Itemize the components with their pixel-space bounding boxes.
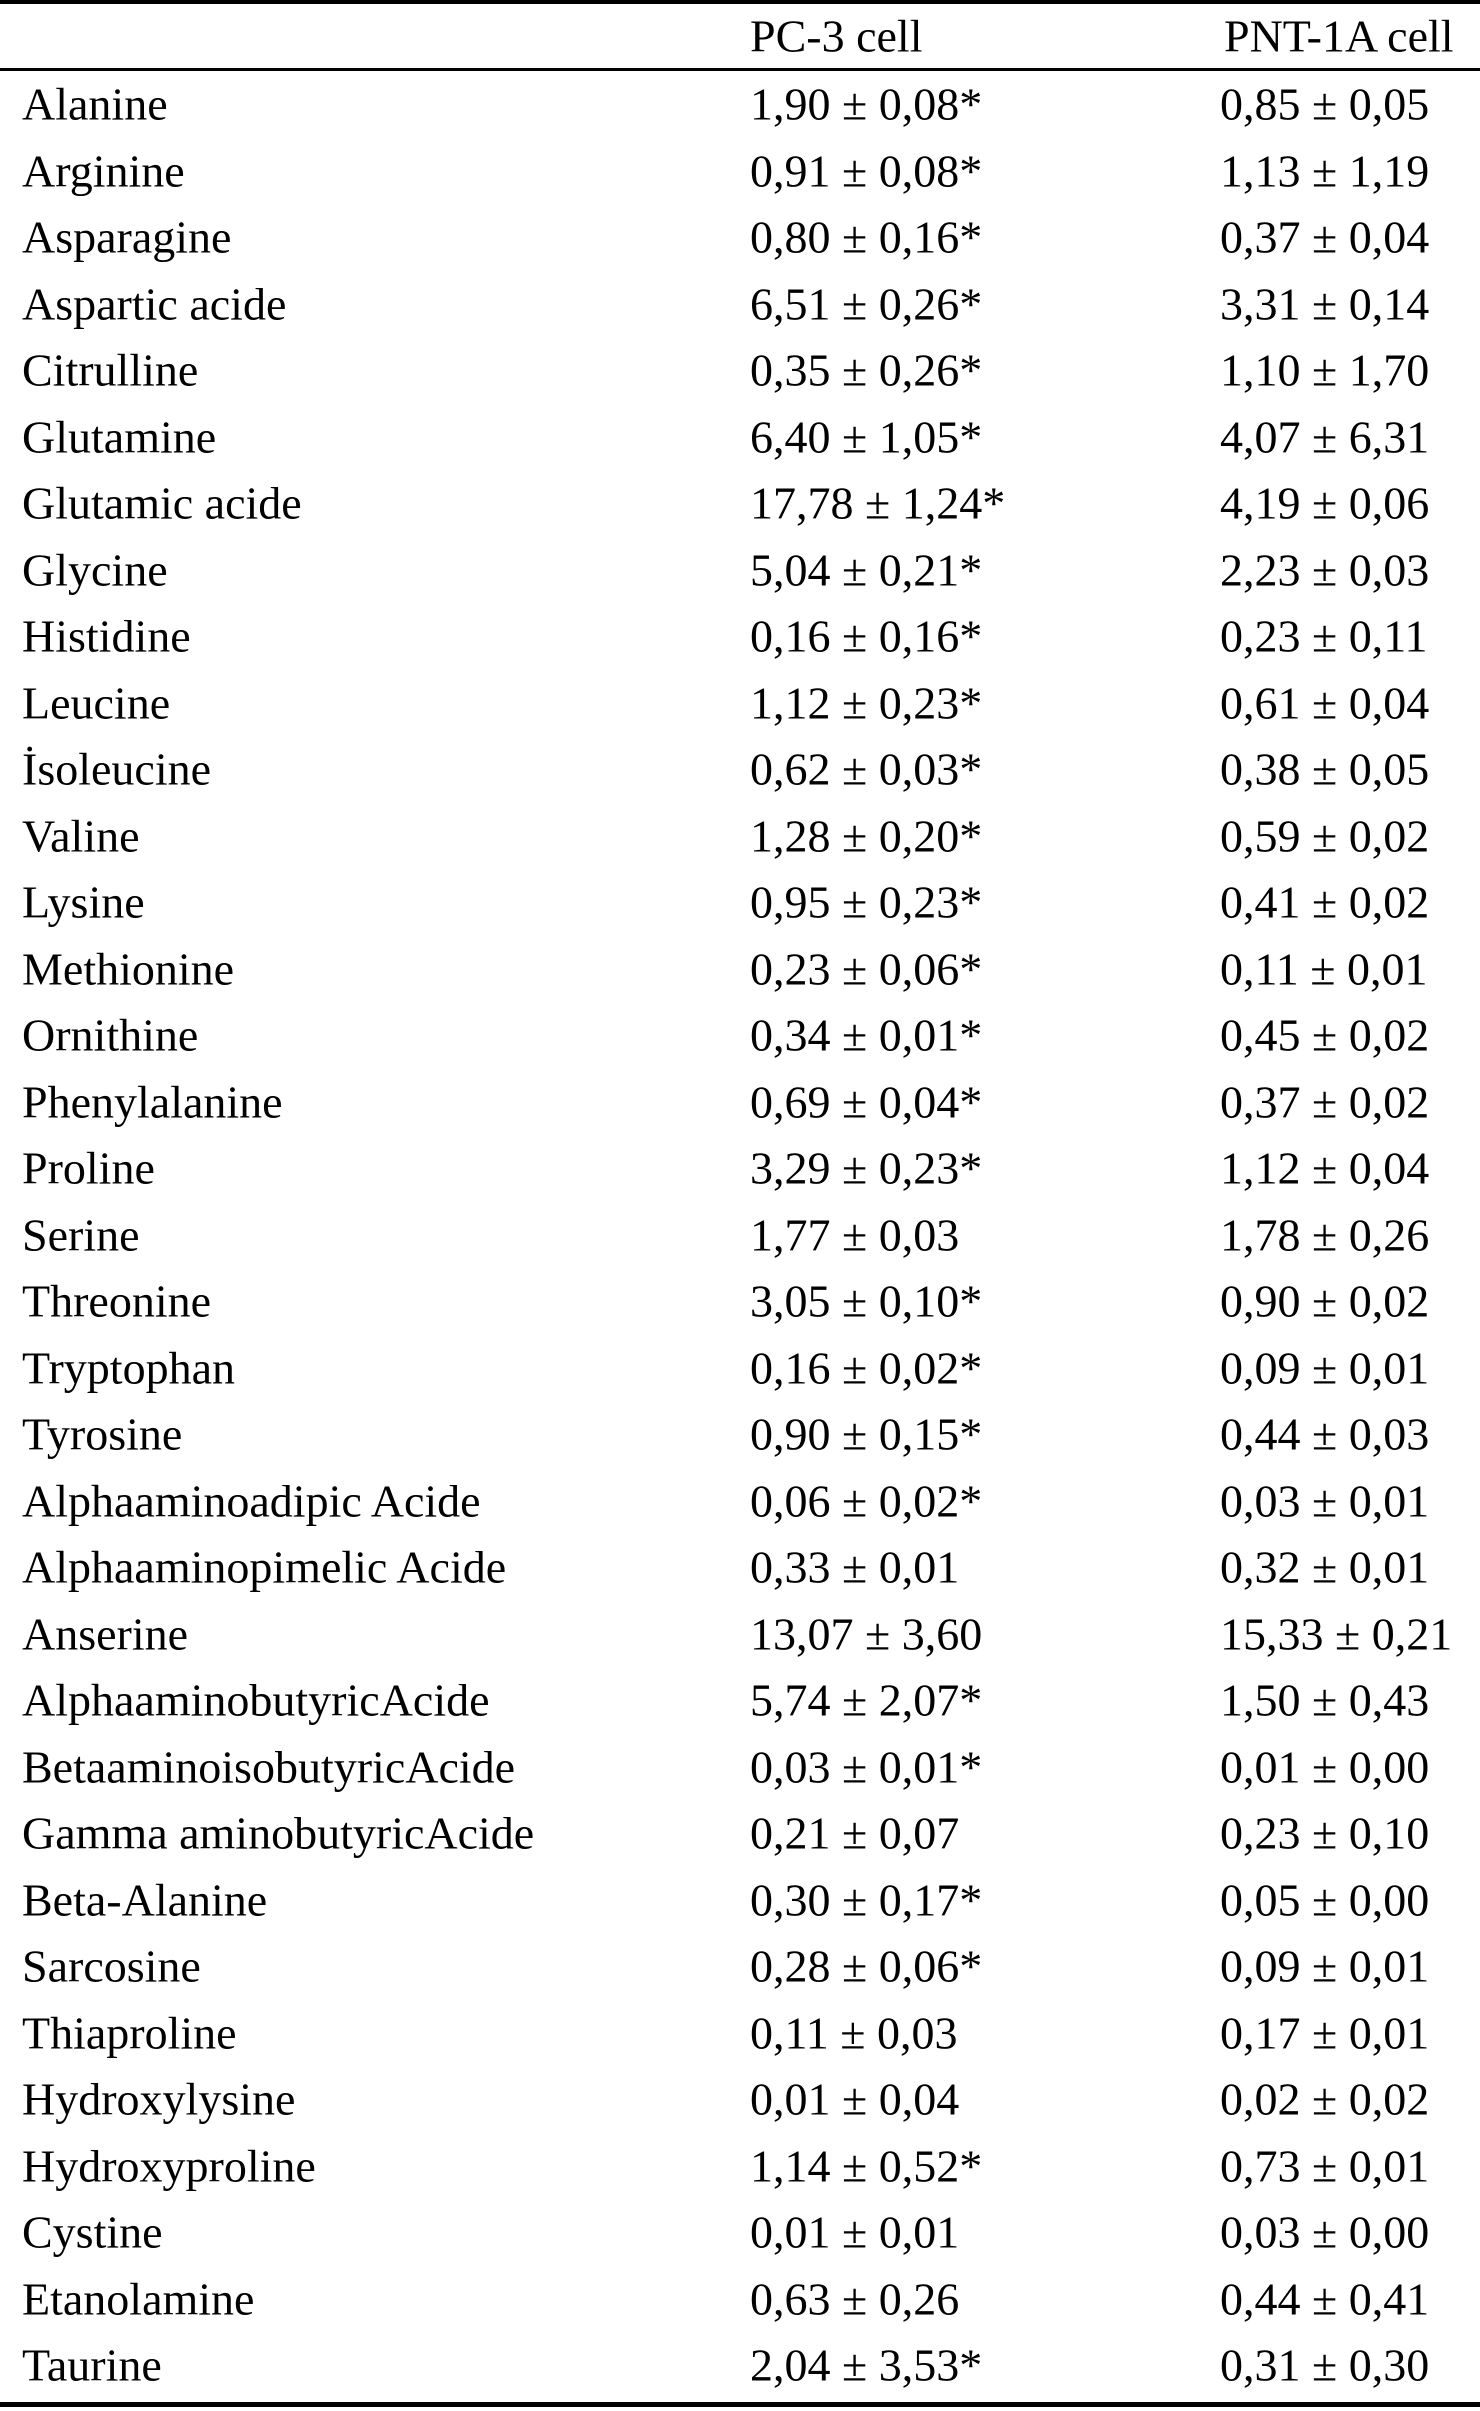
pnt1a-value: 0,01 ± 0,00 — [1220, 1741, 1430, 1793]
pnt1a-value: 0,32 ± 0,01 — [1220, 1541, 1430, 1593]
table-row — [0, 1002, 1480, 1069]
table-row — [0, 670, 1480, 737]
amino-acid-name: Anserine — [22, 1608, 189, 1660]
pc3-value: 0,91 ± 0,08* — [750, 145, 983, 197]
pnt1a-value: 0,17 ± 0,01 — [1220, 2007, 1430, 2059]
pc3-value: 0,16 ± 0,16* — [750, 610, 983, 662]
table-row — [0, 2332, 1480, 2399]
pnt1a-value: 1,13 ± 1,19 — [1220, 145, 1430, 197]
pc3-value: 0,11 ± 0,03 — [750, 2007, 958, 2059]
pc3-value: 6,40 ± 1,05* — [750, 411, 983, 463]
pc3-value: 0,30 ± 0,17* — [750, 1874, 983, 1926]
pc3-value: 0,34 ± 0,01* — [750, 1009, 983, 1061]
pnt1a-value: 0,11 ± 0,01 — [1220, 943, 1428, 995]
table-row — [0, 1069, 1480, 1136]
pnt1a-value: 0,02 ± 0,02 — [1220, 2073, 1430, 2125]
table-row — [0, 2199, 1480, 2266]
table-row — [0, 2066, 1480, 2133]
amino-acid-name: Glutamic acide — [22, 477, 302, 529]
table-body — [0, 71, 1480, 2399]
table-row — [0, 404, 1480, 471]
amino-acid-name: Gamma aminobutyricAcide — [22, 1807, 535, 1859]
table-row — [0, 1734, 1480, 1801]
pnt1a-value: 0,37 ± 0,04 — [1220, 211, 1430, 263]
table-bottom-border — [0, 2402, 1480, 2407]
amino-acid-name: Lysine — [22, 876, 145, 928]
amino-acid-name: Methionine — [22, 943, 235, 995]
pnt1a-value: 0,03 ± 0,01 — [1220, 1475, 1430, 1527]
pc3-value: 13,07 ± 3,60 — [750, 1608, 983, 1660]
amino-acid-name: Threonine — [22, 1275, 212, 1327]
amino-acid-name: Etanolamine — [22, 2273, 255, 2325]
pnt1a-value: 1,10 ± 1,70 — [1220, 344, 1430, 396]
amino-acid-name: Sarcosine — [22, 1940, 201, 1992]
table-row — [0, 1800, 1480, 1867]
table-row — [0, 1202, 1480, 1269]
pnt1a-value: 2,23 ± 0,03 — [1220, 544, 1430, 596]
amino-acid-name: Beta-Alanine — [22, 1874, 268, 1926]
pc3-value: 0,23 ± 0,06* — [750, 943, 983, 995]
table-row — [0, 1468, 1480, 1535]
pc3-value: 0,69 ± 0,04* — [750, 1076, 983, 1128]
amino-acid-name: Phenylalanine — [22, 1076, 283, 1128]
table-row — [0, 2000, 1480, 2067]
amino-acid-name: Histidine — [22, 610, 191, 662]
header-pc3-cell: PC-3 cell — [750, 10, 923, 62]
table-row — [0, 803, 1480, 870]
amino-acid-name: Leucine — [22, 677, 171, 729]
pnt1a-value: 0,09 ± 0,01 — [1220, 1940, 1430, 1992]
amino-acid-name: İsoleucine — [22, 743, 212, 795]
pnt1a-value: 3,31 ± 0,14 — [1220, 278, 1430, 330]
pc3-value: 0,35 ± 0,26* — [750, 344, 983, 396]
pnt1a-value: 0,03 ± 0,00 — [1220, 2206, 1430, 2258]
amino-acid-name: Thiaproline — [22, 2007, 237, 2059]
pc3-value: 0,33 ± 0,01 — [750, 1541, 960, 1593]
table-row — [0, 470, 1480, 537]
table-row — [0, 1933, 1480, 2000]
table-row — [0, 204, 1480, 271]
pnt1a-value: 0,59 ± 0,02 — [1220, 810, 1430, 862]
pnt1a-value: 0,73 ± 0,01 — [1220, 2140, 1430, 2192]
pc3-value: 0,01 ± 0,01 — [750, 2206, 960, 2258]
table-row — [0, 1534, 1480, 1601]
amino-acid-name: Tyrosine — [22, 1408, 183, 1460]
amino-acid-name: Proline — [22, 1142, 155, 1194]
pnt1a-value: 1,78 ± 0,26 — [1220, 1209, 1430, 1261]
amino-acid-name: Glycine — [22, 544, 168, 596]
pc3-value: 5,04 ± 0,21* — [750, 544, 983, 596]
pnt1a-value: 0,85 ± 0,05 — [1220, 78, 1430, 130]
table-row — [0, 138, 1480, 205]
amino-acid-name: Ornithine — [22, 1009, 199, 1061]
amino-acid-name: Alphaaminoadipic Acide — [22, 1475, 481, 1527]
amino-acid-name: Hydroxyproline — [22, 2140, 316, 2192]
amino-acid-name: Tryptophan — [22, 1342, 235, 1394]
pc3-value: 0,03 ± 0,01* — [750, 1741, 983, 1793]
amino-acid-name: Hydroxylysine — [22, 2073, 296, 2125]
pnt1a-value: 0,38 ± 0,05 — [1220, 743, 1430, 795]
pnt1a-value: 0,44 ± 0,41 — [1220, 2273, 1430, 2325]
table-row — [0, 2266, 1480, 2333]
table-header-row — [0, 4, 1480, 68]
pc3-value: 0,80 ± 0,16* — [750, 211, 983, 263]
pc3-value: 2,04 ± 3,53* — [750, 2339, 983, 2391]
pnt1a-value: 0,31 ± 0,30 — [1220, 2339, 1430, 2391]
pc3-value: 0,90 ± 0,15* — [750, 1408, 983, 1460]
pnt1a-value: 0,09 ± 0,01 — [1220, 1342, 1430, 1394]
amino-acid-name: Asparagine — [22, 211, 232, 263]
table-row — [0, 1335, 1480, 1402]
table-row — [0, 603, 1480, 670]
pc3-value: 0,16 ± 0,02* — [750, 1342, 983, 1394]
amino-acid-name: Alphaaminopimelic Acide — [22, 1541, 507, 1593]
pc3-value: 1,28 ± 0,20* — [750, 810, 983, 862]
table-row — [0, 936, 1480, 1003]
table-row — [0, 736, 1480, 803]
pc3-value: 0,06 ± 0,02* — [750, 1475, 983, 1527]
pc3-value: 1,12 ± 0,23* — [750, 677, 983, 729]
table-row — [0, 537, 1480, 604]
amino-acid-name: Cystine — [22, 2206, 163, 2258]
table-row — [0, 869, 1480, 936]
amino-acid-name: Alanine — [22, 78, 168, 130]
pnt1a-value: 15,33 ± 0,21 — [1220, 1608, 1453, 1660]
pnt1a-value: 0,90 ± 0,02 — [1220, 1275, 1430, 1327]
amino-acid-name: Taurine — [22, 2339, 162, 2391]
pnt1a-value: 4,07 ± 6,31 — [1220, 411, 1430, 463]
pc3-value: 0,95 ± 0,23* — [750, 876, 983, 928]
table-row — [0, 1268, 1480, 1335]
table-row — [0, 71, 1480, 138]
pnt1a-value: 1,12 ± 0,04 — [1220, 1142, 1430, 1194]
amino-acid-name: Serine — [22, 1209, 140, 1261]
pnt1a-value: 0,45 ± 0,02 — [1220, 1009, 1430, 1061]
pc3-value: 3,05 ± 0,10* — [750, 1275, 983, 1327]
table-row — [0, 1601, 1480, 1668]
pnt1a-value: 0,37 ± 0,02 — [1220, 1076, 1430, 1128]
header-pnt1a-cell: PNT-1A cell — [1224, 10, 1454, 62]
table-row — [0, 1667, 1480, 1734]
table-row — [0, 2133, 1480, 2200]
pc3-value: 0,28 ± 0,06* — [750, 1940, 983, 1992]
pc3-value: 1,14 ± 0,52* — [750, 2140, 983, 2192]
table-row — [0, 1867, 1480, 1934]
pnt1a-value: 0,41 ± 0,02 — [1220, 876, 1430, 928]
pnt1a-value: 1,50 ± 0,43 — [1220, 1674, 1430, 1726]
pc3-value: 6,51 ± 0,26* — [750, 278, 983, 330]
pc3-value: 17,78 ± 1,24* — [750, 477, 1006, 529]
pnt1a-value: 0,44 ± 0,03 — [1220, 1408, 1430, 1460]
pc3-value: 5,74 ± 2,07* — [750, 1674, 983, 1726]
pnt1a-value: 0,61 ± 0,04 — [1220, 677, 1430, 729]
table-row — [0, 337, 1480, 404]
pnt1a-value: 0,23 ± 0,10 — [1220, 1807, 1430, 1859]
amino-acid-name: Arginine — [22, 145, 185, 197]
pc3-value: 1,77 ± 0,03 — [750, 1209, 960, 1261]
amino-acid-name: AlphaaminobutyricAcide — [22, 1674, 490, 1726]
table-row — [0, 1401, 1480, 1468]
pnt1a-value: 4,19 ± 0,06 — [1220, 477, 1430, 529]
pc3-value: 1,90 ± 0,08* — [750, 78, 983, 130]
table-row — [0, 1135, 1480, 1202]
table-row — [0, 271, 1480, 338]
pnt1a-value: 0,23 ± 0,11 — [1220, 610, 1428, 662]
amino-acid-name: Citrulline — [22, 344, 199, 396]
pc3-value: 0,21 ± 0,07 — [750, 1807, 960, 1859]
pc3-value: 0,63 ± 0,26 — [750, 2273, 960, 2325]
pnt1a-value: 0,05 ± 0,00 — [1220, 1874, 1430, 1926]
pc3-value: 3,29 ± 0,23* — [750, 1142, 983, 1194]
amino-acid-name: Aspartic acide — [22, 278, 287, 330]
amino-acid-name: BetaaminoisobutyricAcide — [22, 1741, 516, 1793]
pc3-value: 0,62 ± 0,03* — [750, 743, 983, 795]
amino-acid-name: Valine — [22, 810, 140, 862]
pc3-value: 0,01 ± 0,04 — [750, 2073, 960, 2125]
amino-acid-name: Glutamine — [22, 411, 217, 463]
